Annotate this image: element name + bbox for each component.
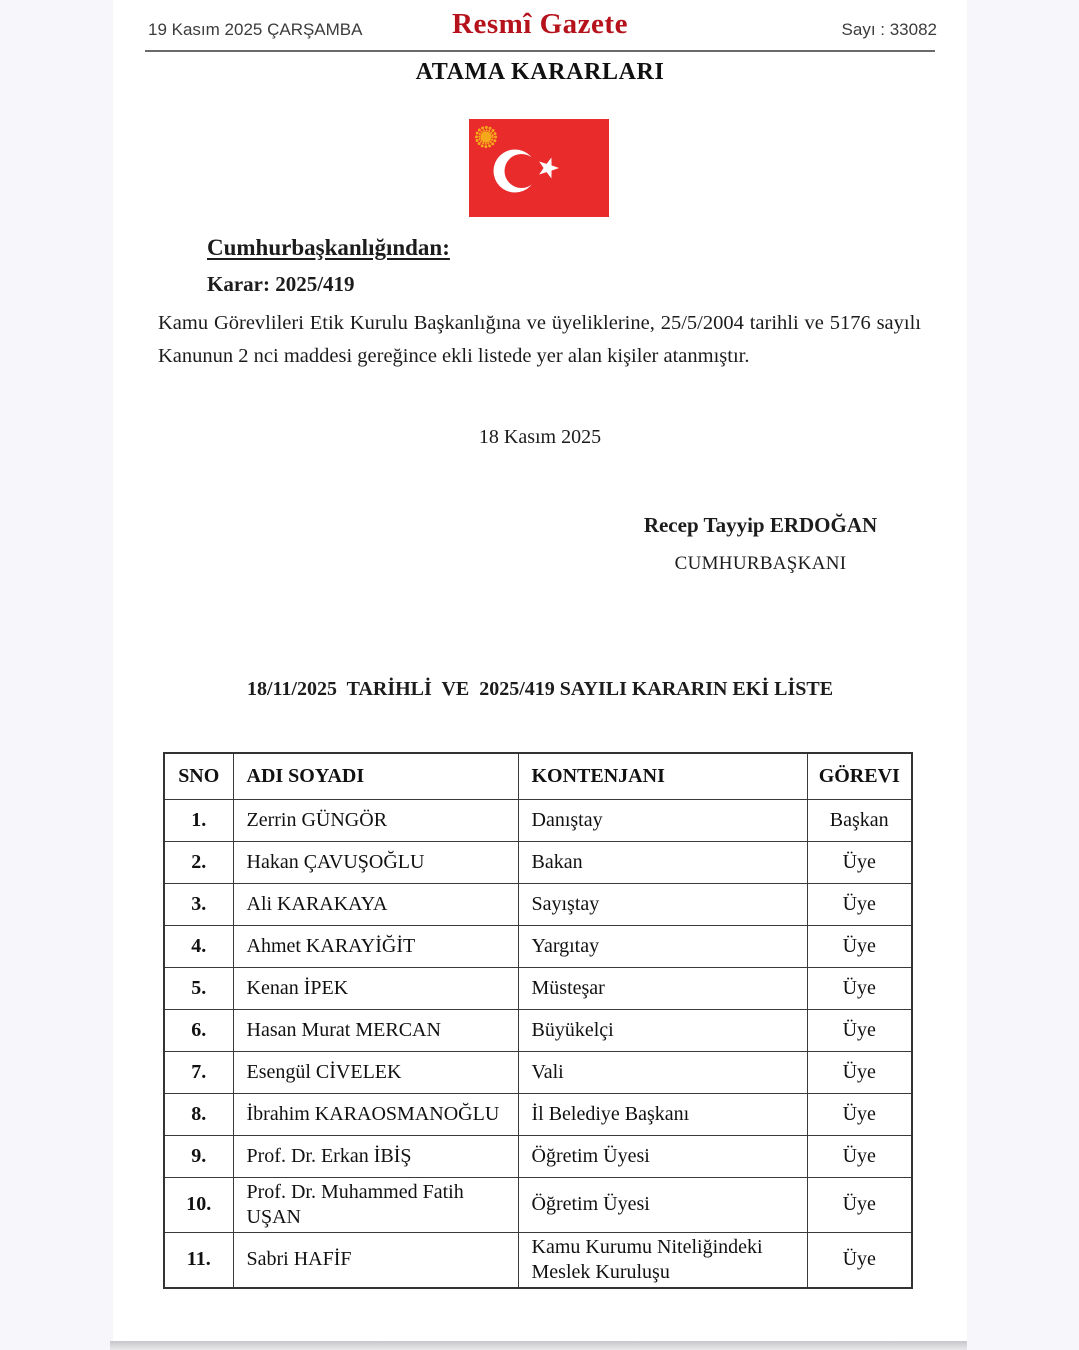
signatory-name: Recep Tayyip ERDOĞAN bbox=[643, 513, 878, 537]
cell-name: Ahmet KARAYİĞİT bbox=[233, 925, 518, 967]
decree-body: Kamu Görevlileri Etik Kurulu Başkanlığına ve üyeliklerine, 25/5/2004 tarihli ve 5176 sayılı Kanunun 2 nci maddesi gereğince ekli listede yer alan kişiler atanmıştır. bbox=[158, 312, 921, 368]
signatory-title: CUMHURBAŞKANI bbox=[674, 553, 847, 574]
cell-sno: 10. bbox=[164, 1177, 233, 1232]
cell-name: Kenan İPEK bbox=[233, 967, 518, 1009]
cell-duty: Üye bbox=[807, 967, 912, 1009]
cell-quota: Öğretim Üyesi bbox=[518, 1135, 807, 1177]
cell-sno: 6. bbox=[164, 1009, 233, 1051]
cell-name: İbrahim KARAOSMANOĞLU bbox=[233, 1093, 518, 1135]
cell-quota: Bakan bbox=[518, 841, 807, 883]
cell-duty: Üye bbox=[807, 1135, 912, 1177]
cell-sno: 4. bbox=[164, 925, 233, 967]
cell-sno: 5. bbox=[164, 967, 233, 1009]
cell-quota: Vali bbox=[518, 1051, 807, 1093]
appointments-table-body bbox=[164, 799, 912, 1288]
issue-number: Sayı : 33082 bbox=[841, 20, 937, 39]
table-row bbox=[164, 925, 912, 967]
header-name: ADI SOYADI bbox=[233, 753, 518, 799]
gazette-page bbox=[113, 0, 967, 1350]
table-row bbox=[164, 1009, 912, 1051]
header-quota: KONTENJANI bbox=[518, 753, 807, 799]
table-row bbox=[164, 1232, 912, 1288]
cell-name: Hakan ÇAVUŞOĞLU bbox=[233, 841, 518, 883]
cell-name: Sabri HAFİF bbox=[233, 1232, 518, 1288]
table-row bbox=[164, 799, 912, 841]
turkish-presidential-flag bbox=[469, 119, 609, 217]
cell-sno: 8. bbox=[164, 1093, 233, 1135]
cell-sno: 9. bbox=[164, 1135, 233, 1177]
table-row bbox=[164, 967, 912, 1009]
masthead-divider bbox=[145, 50, 935, 52]
section-title: ATAMA KARARLARI bbox=[415, 59, 665, 85]
signature-block bbox=[618, 513, 903, 575]
authority-heading: Cumhurbaşkanlığından: bbox=[207, 235, 450, 260]
cell-duty: Üye bbox=[807, 1177, 912, 1232]
decree-number: Karar: 2025/419 bbox=[207, 272, 355, 296]
cell-quota: İl Belediye Başkanı bbox=[518, 1093, 807, 1135]
cell-sno: 3. bbox=[164, 883, 233, 925]
cell-duty: Üye bbox=[807, 1009, 912, 1051]
cell-duty: Üye bbox=[807, 925, 912, 967]
table-row bbox=[164, 1135, 912, 1177]
table-row bbox=[164, 841, 912, 883]
table-row bbox=[164, 883, 912, 925]
cell-name: Hasan Murat MERCAN bbox=[233, 1009, 518, 1051]
cell-quota: Büyükelçi bbox=[518, 1009, 807, 1051]
cell-quota: Sayıştay bbox=[518, 883, 807, 925]
page-bottom-edge bbox=[110, 1341, 967, 1350]
table-row bbox=[164, 1051, 912, 1093]
table-row bbox=[164, 1177, 912, 1232]
table-header-row bbox=[164, 753, 912, 799]
cell-quota: Yargıtay bbox=[518, 925, 807, 967]
cell-duty: Üye bbox=[807, 841, 912, 883]
header-duty: GÖREVI bbox=[807, 753, 912, 799]
cell-name: Esengül CİVELEK bbox=[233, 1051, 518, 1093]
masthead-date: 19 Kasım 2025 ÇARŞAMBA bbox=[148, 20, 363, 39]
cell-name: Zerrin GÜNGÖR bbox=[233, 799, 518, 841]
cell-sno: 7. bbox=[164, 1051, 233, 1093]
table-row bbox=[164, 1093, 912, 1135]
cell-name: Ali KARAKAYA bbox=[233, 883, 518, 925]
cell-quota: Kamu Kurumu Niteliğindeki Meslek Kuruluşu bbox=[518, 1232, 807, 1288]
decree-date: 18 Kasım 2025 bbox=[478, 426, 602, 448]
cell-duty: Üye bbox=[807, 1093, 912, 1135]
cell-quota: Müsteşar bbox=[518, 967, 807, 1009]
cell-quota: Öğretim Üyesi bbox=[518, 1177, 807, 1232]
gazette-title: Resmî Gazete bbox=[452, 8, 628, 40]
flag-graphic bbox=[469, 119, 609, 217]
cell-sno: 11. bbox=[164, 1232, 233, 1288]
cell-name: Prof. Dr. Erkan İBİŞ bbox=[233, 1135, 518, 1177]
cell-name: Prof. Dr. Muhammed Fatih UŞAN bbox=[233, 1177, 518, 1232]
cell-duty: Başkan bbox=[807, 799, 912, 841]
sun-emblem-icon bbox=[476, 127, 495, 146]
cell-duty: Üye bbox=[807, 883, 912, 925]
cell-sno: 1. bbox=[164, 799, 233, 841]
appointments-table bbox=[163, 752, 913, 1289]
annex-list-title: 18/11/2025 TARİHLİ VE 2025/419 SAYILI KARARIN EKİ LİSTE bbox=[246, 678, 834, 700]
header-sno: SNO bbox=[164, 753, 233, 799]
cell-quota: Danıştay bbox=[518, 799, 807, 841]
cell-duty: Üye bbox=[807, 1051, 912, 1093]
cell-duty: Üye bbox=[807, 1232, 912, 1288]
appointments-table-wrap bbox=[163, 752, 911, 1289]
cell-sno: 2. bbox=[164, 841, 233, 883]
